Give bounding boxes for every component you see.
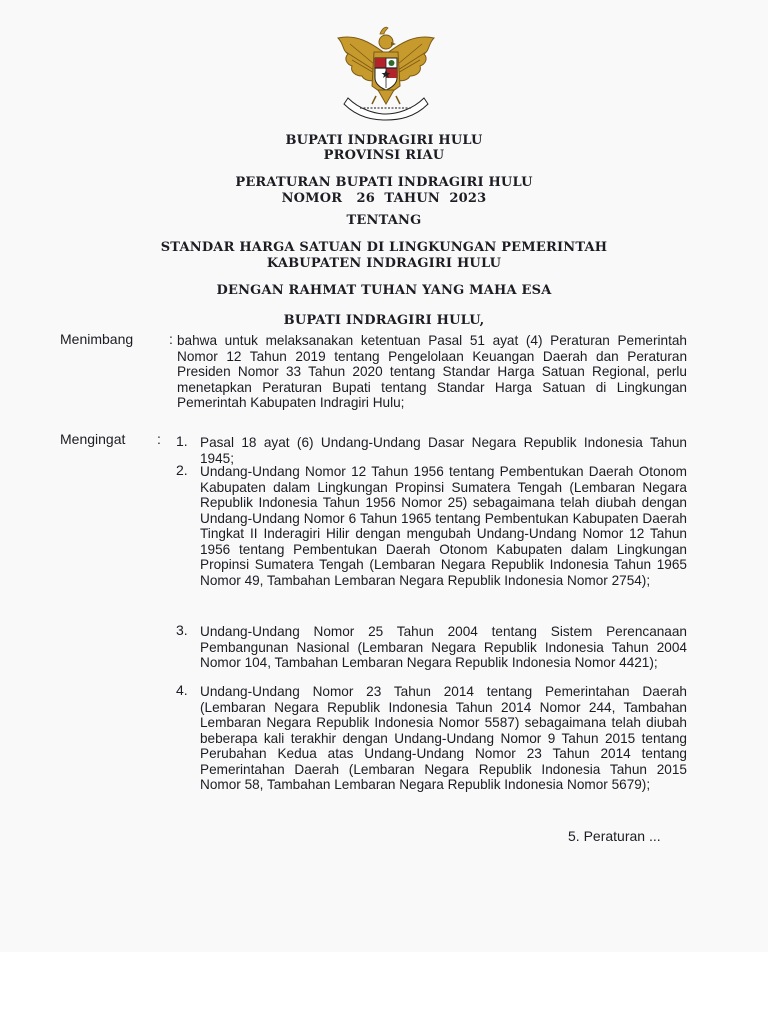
item-1-number: 1. — [176, 433, 188, 449]
menimbang-colon: : — [169, 331, 173, 347]
item-1-text: Pasal 18 ayat (6) Undang-Undang Dasar Negara Republik Indonesia Tahun 1945; — [200, 435, 687, 466]
garuda-emblem-icon — [330, 24, 442, 122]
item-4-text: Undang-Undang Nomor 23 Tahun 2014 tentang Pemerintahan Daerah (Lembaran Negara Republik Indonesia Tahun 2014 Nomor 244, Tambahan Lembaran Negara Republik Indonesia Nomor 5587) sebagaimana telah diubah beberapa kali terakhir dengan Undang-Undang Nomor 9 Tahun 2015 tentang Perubahan Kedua atas Undang-Undang Nomor 23 Tahun 2014 tentang Pemerintahan Daerah (Lembaran Negara Republik Indonesia Tahun 2015 Nomor 58, Tambahan Lembaran Negara Republik Indonesia Nomor 5679); — [200, 684, 687, 792]
tentang-heading: TENTANG — [346, 213, 422, 228]
subject-line-2: KABUPATEN INDRAGIRI HULU — [266, 256, 502, 271]
catchword: 5. Peraturan ... — [568, 828, 661, 844]
rahmat-line: DENGAN RAHMAT TUHAN YANG MAHA ESA — [216, 283, 552, 298]
bupati-line: BUPATI INDRAGIRI HULU, — [283, 313, 485, 328]
regulation-number: NOMOR 26 TAHUN 2023 — [281, 191, 487, 206]
item-2-text: Undang-Undang Nomor 12 Tahun 1956 tentang Pembentukan Daerah Otonom Kabupaten dalam Lingkungan Propinsi Sumatera Tengah (Lembaran Negara Republik Indonesia Tahun 1956 Nomor 25) sebagaimana telah diubah dengan Undang-Undang Nomor 6 Tahun 1965 tentang Pembentukan Kabupaten Daerah Tingkat II Inderagiri Hilir dengan mengubah Undang-Undang Nomor 12 Tahun 1956 tentang Pembentukan Daerah Otonom Kabupaten dalam Lingkungan Propinsi Sumatera Tengah (Lembaran Negara Republik Indonesia Tahun 1965 Nomor 49, Tambahan Lembaran Negara Republik Indonesia Nomor 2754); — [200, 464, 687, 588]
mengingat-colon: : — [157, 431, 161, 447]
menimbang-text — [177, 333, 687, 411]
subject-line-1: STANDAR HARGA SATUAN DI LINGKUNGAN PEMERINTAH — [160, 240, 608, 255]
regent-title: BUPATI INDRAGIRI HULU — [285, 133, 483, 148]
menimbang-label: Menimbang — [60, 331, 134, 347]
item-4-number: 4. — [176, 682, 188, 698]
menimbang-paragraph: bahwa untuk melaksanakan ketentuan Pasal 51 ayat (4) Peraturan Pemerintah Nomor 12 Tahun 2019 tentang Pengelolaan Keuangan Daerah dan Peraturan Presiden Nomor 33 Tahun 2020 tentang Standar Harga Satuan Regional, perlu menetapkan Peraturan Bupati tentang Standar Harga Satuan di Lingkungan Pemerintah Kabupaten Indragiri Hulu; — [177, 333, 687, 410]
province-title: PROVINSI RIAU — [323, 148, 445, 163]
regulation-title: PERATURAN BUPATI INDRAGIRI HULU — [235, 175, 533, 190]
item-3-number: 3. — [176, 622, 188, 638]
mengingat-label: Mengingat — [60, 431, 126, 447]
item-3-text: Undang-Undang Nomor 25 Tahun 2004 tentang Sistem Perencanaan Pembangunan Nasional (Lembaran Negara Republik Indonesia Tahun 2004 Nomor 104, Tambahan Lembaran Negara Republik Indonesia Nomor 4421); — [200, 624, 687, 670]
item-2-number: 2. — [176, 462, 188, 478]
